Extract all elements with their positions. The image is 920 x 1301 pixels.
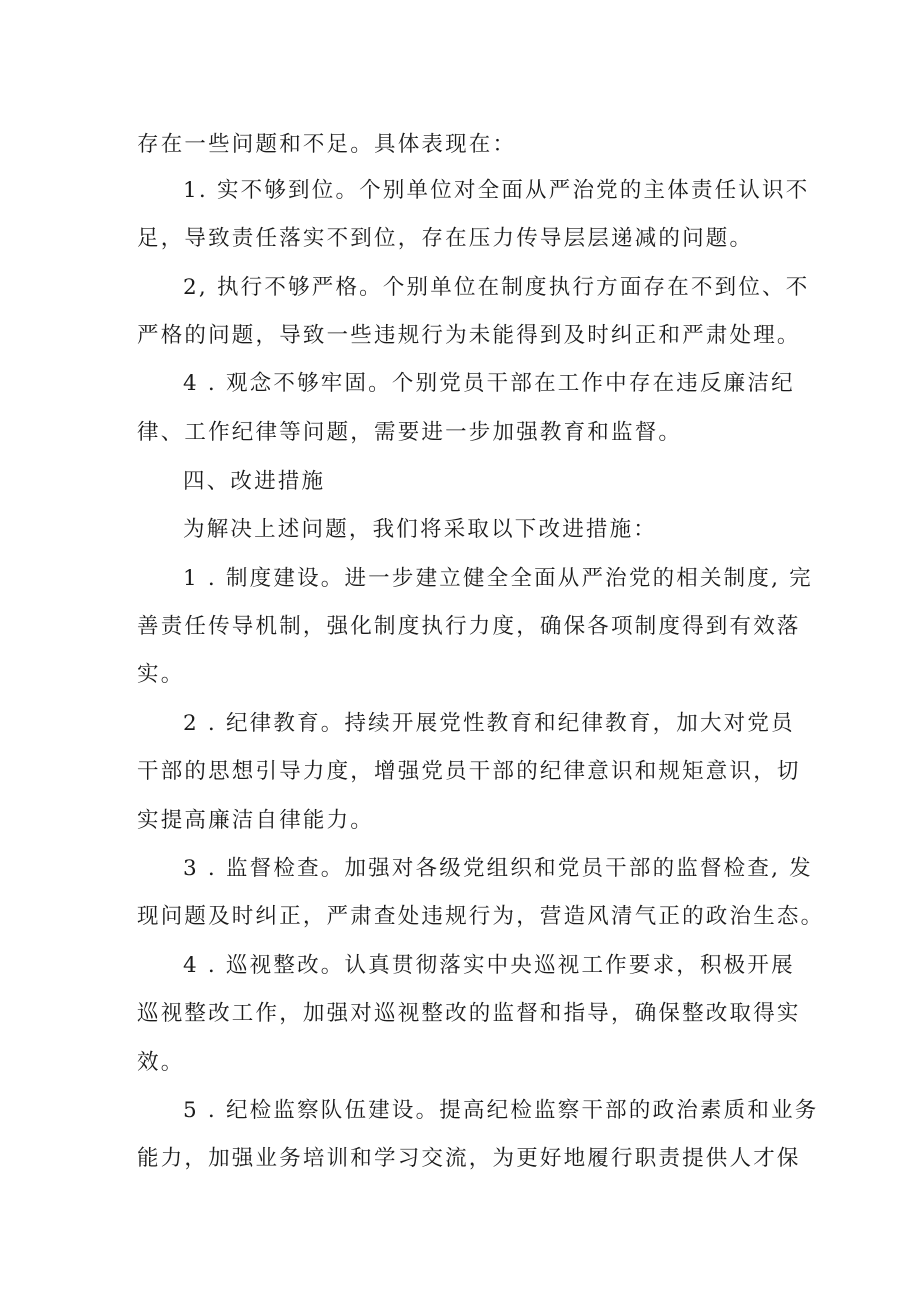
section-heading: 四、改进措施 bbox=[183, 469, 326, 494]
paragraph-line: 实提高廉洁自律能力。 bbox=[137, 808, 375, 833]
paragraph-line: 实。 bbox=[137, 662, 185, 687]
paragraph-line: 干部的思想引导力度，增强党员干部的纪律意识和规矩意识，切 bbox=[137, 759, 801, 784]
list-item-line: 1. 实不够到位。个别单位对全面从严治党的主体责任认识不 bbox=[183, 178, 810, 203]
paragraph-line: 效。 bbox=[137, 1050, 185, 1075]
list-item-line: 4 . 巡视整改。认真贯彻落实中央巡视工作要求，积极开展 bbox=[183, 953, 795, 978]
list-item-line: 2 . 纪律教育。持续开展党性教育和纪律教育，加大对党员 bbox=[183, 711, 795, 736]
paragraph-line: 善责任传导机制，强化制度执行力度，确保各项制度得到有效落 bbox=[137, 614, 801, 639]
paragraph-line: 能力，加强业务培训和学习交流，为更好地履行职责提供人才保 bbox=[137, 1146, 801, 1171]
paragraph-line: 律、工作纪律等问题，需要进一步加强教育和监督。 bbox=[137, 420, 683, 445]
paragraph-line: 足，导致责任落实不到位，存在压力传导层层递减的问题。 bbox=[137, 226, 754, 251]
list-item-line: 3 . 监督检查。加强对各级党组织和党员干部的监督检查, 发 bbox=[183, 856, 813, 881]
list-item-line: 2, 执行不够严格。个别单位在制度执行方面存在不到位、不 bbox=[183, 275, 810, 300]
list-item-line: 5 . 纪检监察队伍建设。提高纪检监察干部的政治素质和业务 bbox=[183, 1098, 819, 1123]
paragraph-line: 严格的问题，导致一些违规行为未能得到及时纠正和严肃处理。 bbox=[137, 323, 801, 348]
list-item-line: 1 . 制度建设。进一步建立健全全面从严治党的相关制度, 完 bbox=[183, 566, 813, 591]
paragraph-line: 存在一些问题和不足。具体表现在： bbox=[137, 132, 517, 157]
paragraph-line: 巡视整改工作，加强对巡视整改的监督和指导，确保整改取得实 bbox=[137, 1001, 801, 1026]
list-item-line: 4 . 观念不够牢固。个别党员干部在工作中存在违反廉洁纪 bbox=[183, 371, 795, 396]
paragraph-line: 现问题及时纠正，严肃查处违规行为，营造风清气正的政治生态。 bbox=[137, 904, 825, 929]
paragraph-line: 为解决上述问题，我们将采取以下改进措施： bbox=[183, 517, 658, 542]
